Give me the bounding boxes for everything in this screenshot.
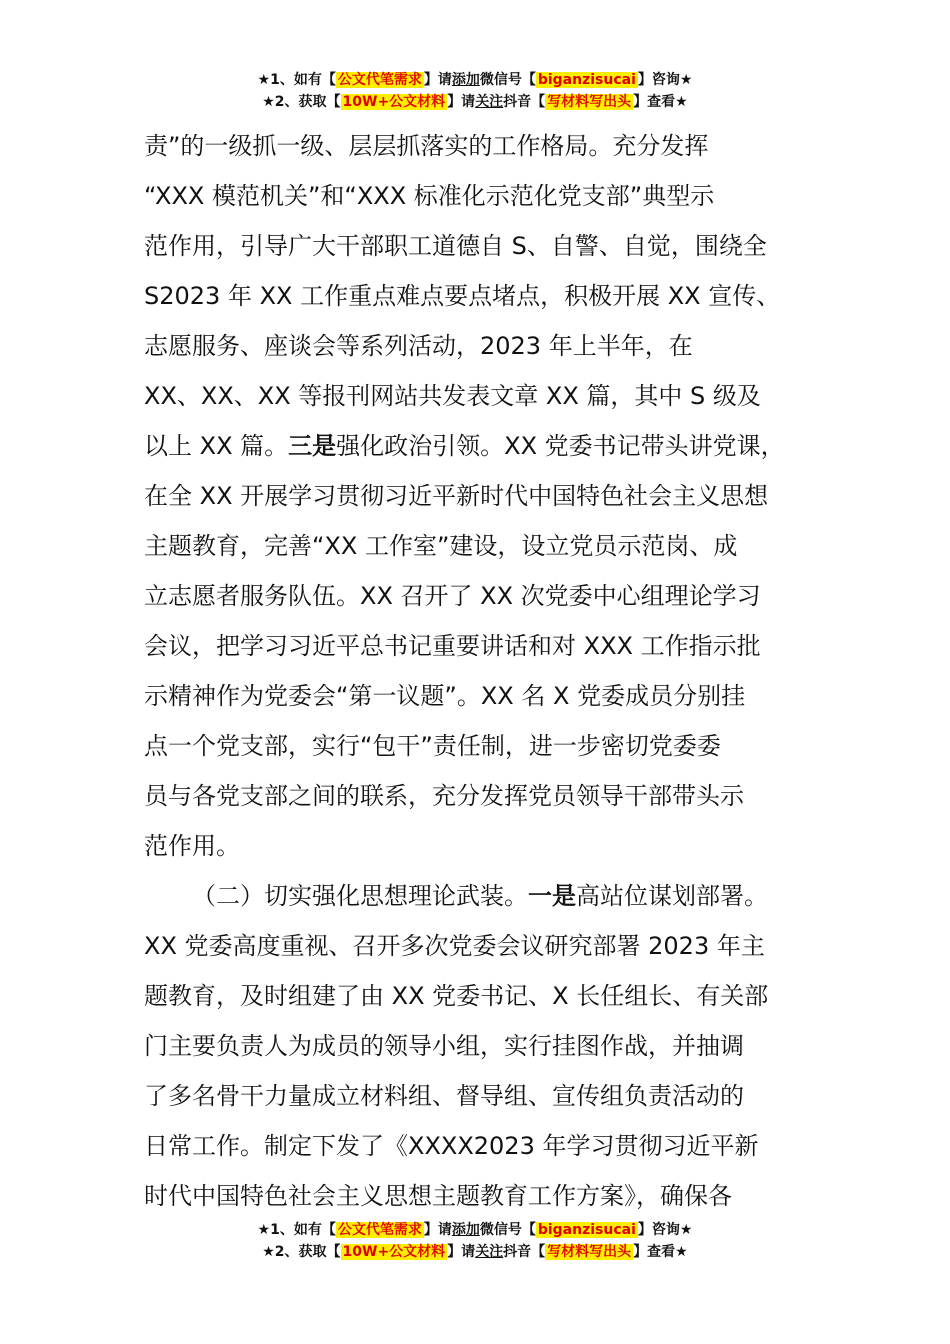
notice-text: 微信号【 bbox=[479, 1222, 536, 1238]
body-text: 以上 XX 篇。 bbox=[144, 432, 289, 460]
notice-text: 抖音【 bbox=[503, 94, 546, 110]
body-line: 门主要负责人为成员的领导小组，实行挂图作战，并抽调 bbox=[144, 1032, 744, 1060]
body-line: 员与各党支部之间的联系，充分发挥党员领导干部带头示 bbox=[144, 782, 744, 810]
notice-text: 】查看★ bbox=[633, 94, 688, 110]
body-line: 立志愿者服务队伍。XX 召开了 XX 次党委中心组理论学习 bbox=[144, 582, 761, 610]
body-line: 志愿服务、座谈会等系列活动，2023 年上半年，在 bbox=[144, 332, 693, 360]
body-line: XX 党委高度重视、召开多次党委会议研究部署 2023 年主 bbox=[144, 932, 765, 960]
notice-text: ★2、获取【 bbox=[262, 94, 341, 110]
notice-highlight: 10W+公文材料 bbox=[342, 1244, 446, 1260]
notice-underlined: 添加 bbox=[451, 1222, 480, 1238]
body-line: 题教育，及时组建了由 XX 党委书记、X 长任组长、有关部 bbox=[144, 982, 769, 1010]
body-line: 示精神作为党委会“第一议题”。XX 名 X 党委成员分别挂 bbox=[144, 682, 746, 710]
notice-highlight: biganzisucai bbox=[537, 1222, 636, 1238]
body-line: 时代中国特色社会主义思想主题教育工作方案》，确保各 bbox=[144, 1182, 732, 1210]
body-line bbox=[144, 421, 834, 471]
notice-highlight: 10W+公文材料 bbox=[342, 94, 446, 110]
notice-text: ★2、获取【 bbox=[262, 1244, 341, 1260]
body-line: 在全 XX 开展学习贯彻习近平新时代中国特色社会主义思想 bbox=[144, 482, 769, 510]
document-body bbox=[144, 121, 834, 1221]
notice-text: 】请 bbox=[423, 1222, 452, 1238]
notice-line-1 bbox=[0, 69, 950, 91]
section-heading: （二）切实强化思想理论武装。 bbox=[192, 882, 528, 910]
notice-line-1 bbox=[0, 1219, 950, 1241]
body-line: 日常工作。制定下发了《XXXX2023 年学习贯彻习近平新 bbox=[144, 1132, 759, 1160]
notice-text: ★1、如有【 bbox=[257, 1222, 336, 1238]
footer-notice bbox=[0, 1219, 950, 1263]
body-line: 范作用。 bbox=[144, 832, 240, 860]
body-line: 主题教育，完善“XX 工作室”建设，设立党员示范岗、成 bbox=[144, 532, 738, 560]
notice-text: 微信号【 bbox=[479, 72, 536, 88]
notice-text: 】请 bbox=[423, 72, 452, 88]
body-line: 会议，把学习习近平总书记重要讲话和对 XXX 工作指示批 bbox=[144, 632, 761, 660]
notice-text: 】咨询★ bbox=[637, 1222, 693, 1238]
notice-text: ★1、如有【 bbox=[257, 72, 336, 88]
body-line: S2023 年 XX 工作重点难点要点堵点，积极开展 XX 宣传、 bbox=[144, 282, 781, 310]
notice-underlined: 添加 bbox=[451, 72, 480, 88]
body-text: 高站位谋划部署。 bbox=[576, 882, 768, 910]
body-line: 了多名骨干力量成立材料组、督导组、宣传组负责活动的 bbox=[144, 1082, 744, 1110]
body-line: “XXX 模范机关”和“XXX 标准化示范化党支部”典型示 bbox=[144, 182, 715, 210]
notice-text: 抖音【 bbox=[503, 1244, 546, 1260]
notice-text: 】请 bbox=[447, 94, 476, 110]
body-line: 责”的一级抓一级、层层抓落实的工作格局。充分发挥 bbox=[144, 132, 709, 160]
section-heading-line bbox=[144, 871, 834, 921]
body-line: 点一个党支部，实行“包干”责任制，进一步密切党委委 bbox=[144, 732, 721, 760]
emphasis-text: 三是 bbox=[288, 432, 337, 460]
notice-highlight: 公文代笔需求 bbox=[337, 1222, 422, 1238]
notice-highlight: 写材料写出头 bbox=[547, 1244, 632, 1260]
notice-line-2 bbox=[0, 1241, 950, 1263]
notice-text: 】请 bbox=[447, 1244, 476, 1260]
notice-highlight: 公文代笔需求 bbox=[337, 72, 422, 88]
body-line: XX、XX、XX 等报刊网站共发表文章 XX 篇，其中 S 级及 bbox=[144, 382, 761, 410]
body-line: 范作用，引导广大干部职工道德自 S、自警、自觉，围绕全 bbox=[144, 232, 767, 260]
notice-highlight: biganzisucai bbox=[537, 72, 636, 88]
notice-text: 】查看★ bbox=[633, 1244, 688, 1260]
notice-highlight: 写材料写出头 bbox=[547, 94, 632, 110]
body-text: 强化政治引领。XX 党委书记带头讲党课， bbox=[336, 432, 785, 460]
emphasis-text: 一是 bbox=[528, 882, 576, 910]
notice-line-2 bbox=[0, 91, 950, 113]
notice-underlined: 关注 bbox=[475, 94, 504, 110]
header-notice bbox=[0, 69, 950, 113]
notice-text: 】咨询★ bbox=[637, 72, 693, 88]
notice-underlined: 关注 bbox=[475, 1244, 504, 1260]
